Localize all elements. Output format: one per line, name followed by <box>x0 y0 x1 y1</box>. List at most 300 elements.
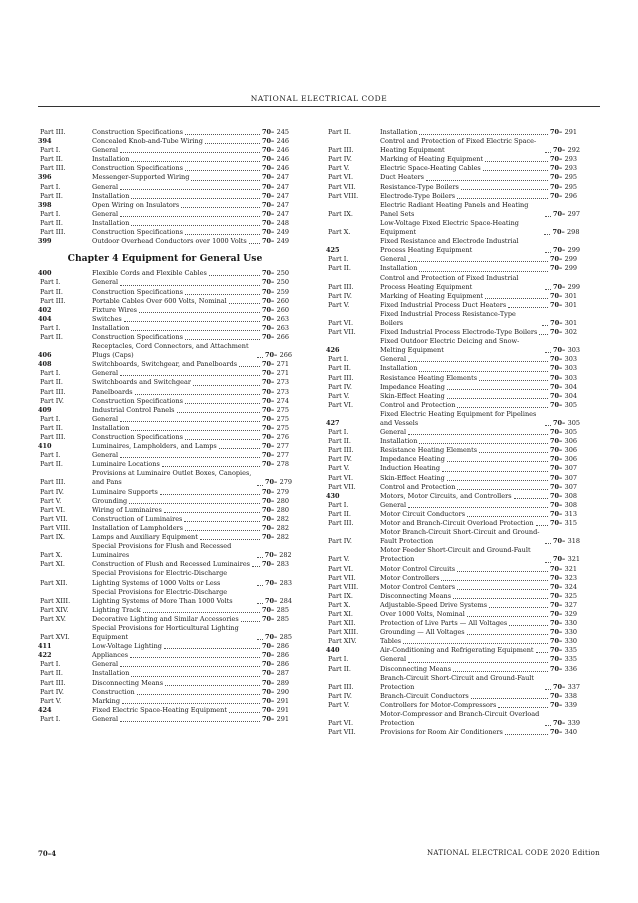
part-label: Part VII. <box>40 514 68 523</box>
toc-part-entry[interactable] <box>38 588 292 606</box>
toc-part-entry[interactable] <box>38 715 292 724</box>
entry-title: Installation <box>380 128 418 136</box>
toc-article-entry[interactable] <box>326 237 580 255</box>
entry-title: Motor Branch-Circuit Short-Circuit and Ground-Fault Protection <box>380 528 540 546</box>
page-prefix: 70– <box>262 146 275 155</box>
toc-part-entry[interactable] <box>38 569 292 587</box>
dot-leader <box>426 174 548 181</box>
toc-part-entry[interactable] <box>326 464 580 473</box>
toc-part-entry[interactable] <box>38 397 292 406</box>
page-reference <box>550 655 580 664</box>
toc-part-entry[interactable] <box>38 388 292 397</box>
toc-part-entry[interactable] <box>38 688 292 697</box>
entry-title: Appliances <box>92 651 129 660</box>
part-label: Part VI. <box>328 400 354 409</box>
toc-part-entry[interactable] <box>38 128 292 137</box>
dot-leader <box>257 597 263 604</box>
part-label: Part IX. <box>328 591 354 600</box>
toc-article-entry[interactable] <box>38 360 292 369</box>
toc-part-entry[interactable] <box>326 601 580 610</box>
toc-part-entry[interactable] <box>326 574 580 583</box>
page-reference <box>265 597 292 606</box>
page-prefix: 70– <box>553 555 566 564</box>
toc-part-entry[interactable] <box>326 219 580 237</box>
page-prefix: 70– <box>262 460 275 469</box>
part-label: Part XIII. <box>328 628 359 637</box>
toc-article-entry[interactable] <box>38 651 292 660</box>
part-label: Part VII. <box>328 573 356 582</box>
toc-part-entry[interactable] <box>38 615 292 624</box>
entry-body <box>92 269 292 278</box>
page-prefix: 70– <box>550 164 563 173</box>
page-number-value: 321 <box>564 564 577 573</box>
toc-part-entry[interactable] <box>38 524 292 533</box>
entry-title: Tables <box>380 637 402 646</box>
entry-title: Messenger-Supported Wiring <box>92 173 190 182</box>
entry-body <box>380 501 580 510</box>
page-reference <box>262 146 292 155</box>
page-prefix: 70– <box>553 346 566 355</box>
page-number-value: 323 <box>564 573 577 582</box>
entry-title: Installation of Lampholders <box>92 523 183 532</box>
entry-title: General <box>92 660 119 669</box>
toc-part-entry[interactable] <box>326 310 580 328</box>
entry-title: Construction Specifications <box>92 433 183 441</box>
page-number-value: 291 <box>276 714 289 723</box>
page-prefix: 70– <box>550 509 563 518</box>
entry-title: Portable Cables Over 600 Volts, Nominal <box>92 296 227 305</box>
page-number-value: 263 <box>276 323 289 332</box>
dot-leader <box>185 288 260 295</box>
page-prefix: 70– <box>265 578 278 587</box>
page-number-value: 315 <box>564 519 577 528</box>
dot-leader <box>545 146 551 153</box>
toc-article-entry[interactable] <box>326 337 580 355</box>
toc-part-entry[interactable] <box>38 624 292 642</box>
part-label: Part IV. <box>328 155 352 164</box>
toc-part-entry[interactable] <box>326 164 580 173</box>
dot-leader <box>539 328 548 335</box>
entry-title: General <box>92 146 119 155</box>
article-number: 440 <box>326 646 340 655</box>
toc-article-entry[interactable] <box>38 706 292 715</box>
toc-part-entry[interactable] <box>326 183 580 192</box>
article-number: 400 <box>38 269 52 278</box>
toc-part-entry[interactable] <box>326 728 580 737</box>
toc-part-entry[interactable] <box>38 192 292 201</box>
page-number-value: 275 <box>276 405 289 414</box>
toc-part-entry[interactable] <box>38 506 292 515</box>
toc-part-entry[interactable] <box>326 619 580 628</box>
dot-leader <box>453 592 548 599</box>
part-label: Part III. <box>40 296 66 305</box>
page-number-value: 303 <box>564 364 577 373</box>
page-prefix: 70– <box>262 209 275 218</box>
dot-leader <box>124 315 260 322</box>
page-reference <box>262 669 292 678</box>
toc-part-entry[interactable] <box>38 155 292 164</box>
toc-part-entry[interactable] <box>38 228 292 237</box>
toc-part-entry[interactable] <box>326 292 580 301</box>
dot-leader <box>257 351 263 358</box>
page-prefix: 70– <box>550 637 563 646</box>
entry-body <box>380 173 580 182</box>
toc-article-entry[interactable] <box>38 269 292 278</box>
dot-leader <box>219 442 260 449</box>
entry-body <box>380 237 580 255</box>
entry-title: General <box>92 414 119 423</box>
dot-leader <box>485 155 548 162</box>
dot-leader <box>122 697 260 704</box>
toc-part-entry[interactable] <box>326 510 580 519</box>
toc-part-entry[interactable] <box>38 288 292 297</box>
part-label: Part II. <box>40 191 63 200</box>
dot-leader <box>447 474 548 481</box>
page-prefix: 70– <box>262 678 275 687</box>
page-number-value: 249 <box>276 228 289 237</box>
toc-part-entry[interactable] <box>38 488 292 497</box>
toc-article-entry[interactable] <box>38 406 292 415</box>
part-label: Part V. <box>40 496 62 505</box>
entry-title: Installation <box>92 323 130 332</box>
toc-part-entry[interactable] <box>38 333 292 342</box>
entry-body <box>92 660 292 669</box>
page-reference <box>262 219 292 228</box>
page-reference <box>262 697 292 706</box>
page-reference <box>553 210 580 219</box>
toc-part-entry[interactable] <box>326 546 580 564</box>
page-number-value: 301 <box>564 300 577 309</box>
page-number-value: 306 <box>564 437 577 446</box>
toc-article-entry[interactable] <box>38 173 292 182</box>
page-number-value: 271 <box>276 369 289 378</box>
page-prefix: 70– <box>550 664 563 673</box>
page-reference <box>550 292 580 301</box>
page-number-value: 305 <box>567 419 580 427</box>
page-prefix: 70– <box>265 351 278 360</box>
entry-body <box>92 388 292 397</box>
toc-part-entry[interactable] <box>326 401 580 410</box>
page-reference <box>262 433 292 442</box>
entry-body <box>380 728 580 737</box>
toc-part-entry[interactable] <box>38 369 292 378</box>
entry-body <box>92 369 292 378</box>
part-label: Part I. <box>328 355 349 364</box>
page-reference <box>262 288 292 297</box>
toc-part-entry[interactable] <box>326 173 580 182</box>
entry-title: Disconnecting Means <box>380 664 452 673</box>
toc-part-entry[interactable] <box>326 128 580 137</box>
part-label: Part XIV. <box>40 605 69 614</box>
page-prefix: 70– <box>262 533 275 542</box>
page-prefix: 70– <box>550 473 563 482</box>
page-number-value: 299 <box>564 255 577 264</box>
page-prefix: 70– <box>262 487 275 496</box>
toc-part-entry[interactable] <box>38 324 292 333</box>
dot-leader <box>441 574 548 581</box>
toc-part-entry[interactable] <box>38 433 292 442</box>
page-number-value: 247 <box>276 200 289 209</box>
page-prefix: 70– <box>550 564 563 573</box>
toc-part-entry[interactable] <box>326 301 580 310</box>
page-reference <box>262 173 292 182</box>
toc-part-entry[interactable] <box>326 474 580 483</box>
page-prefix: 70– <box>550 173 563 182</box>
page-reference <box>262 651 292 660</box>
entry-body <box>92 237 292 246</box>
page-reference <box>262 715 292 724</box>
page-number-value: 335 <box>564 655 577 664</box>
part-label: Part VIII. <box>328 582 359 591</box>
toc-part-entry[interactable] <box>326 674 580 692</box>
article-number: 425 <box>326 246 340 255</box>
dot-leader <box>467 628 548 635</box>
toc-article-entry[interactable] <box>326 410 580 428</box>
toc-part-entry[interactable] <box>326 155 580 164</box>
page-prefix: 70– <box>550 628 563 637</box>
page-number-value: 246 <box>276 155 289 164</box>
dot-leader <box>408 428 548 435</box>
page-reference <box>553 146 580 155</box>
entry-title: General <box>380 355 407 364</box>
toc-part-entry[interactable] <box>326 665 580 674</box>
dot-leader <box>143 606 260 613</box>
entry-body <box>380 637 580 646</box>
toc-part-entry[interactable] <box>38 679 292 688</box>
toc-part-entry[interactable] <box>38 297 292 306</box>
dot-leader <box>457 401 548 408</box>
toc-part-entry[interactable] <box>38 164 292 173</box>
page-reference <box>262 606 292 615</box>
toc-part-entry[interactable] <box>326 565 580 574</box>
toc-article-entry[interactable] <box>38 342 292 360</box>
entry-body <box>380 292 580 301</box>
toc-part-entry[interactable] <box>38 183 292 192</box>
entry-body <box>92 715 292 724</box>
page-prefix: 70– <box>550 464 563 473</box>
toc-article-entry[interactable] <box>38 201 292 210</box>
entry-body <box>380 274 580 292</box>
entry-title: Grounding — All Voltages <box>380 628 465 637</box>
page-reference <box>262 533 292 542</box>
page-prefix: 70– <box>265 596 278 605</box>
page-prefix: 70– <box>550 255 563 264</box>
entry-body <box>92 192 292 201</box>
toc-part-entry[interactable] <box>38 697 292 706</box>
page-reference <box>262 324 292 333</box>
entry-body <box>380 219 580 237</box>
page-reference <box>262 415 292 424</box>
toc-article-entry[interactable] <box>38 137 292 146</box>
toc-article-entry[interactable] <box>38 315 292 324</box>
page-reference <box>262 228 292 237</box>
entry-body <box>380 446 580 455</box>
toc-part-entry[interactable] <box>326 201 580 219</box>
article-number: 406 <box>38 351 52 360</box>
toc-article-entry[interactable] <box>326 646 580 655</box>
page-prefix: 70– <box>550 728 563 737</box>
toc-part-entry[interactable] <box>38 533 292 542</box>
toc-part-entry[interactable] <box>326 655 580 664</box>
part-label: Part III. <box>328 373 354 382</box>
page-number-value: 335 <box>564 646 577 655</box>
entry-body <box>380 337 580 355</box>
toc-part-entry[interactable] <box>38 515 292 524</box>
toc-part-entry[interactable] <box>326 455 580 464</box>
toc-part-entry[interactable] <box>38 497 292 506</box>
chapter-heading: Chapter 4 Equipment for General Use <box>67 253 263 265</box>
toc-part-entry[interactable] <box>326 364 580 373</box>
part-label: Part II. <box>40 218 63 227</box>
dot-leader <box>185 128 260 135</box>
part-label: Part XII. <box>328 619 356 628</box>
entry-title: Disconnecting Means <box>92 678 164 687</box>
page-number-value: 308 <box>564 491 577 500</box>
entry-body <box>92 697 292 706</box>
entry-body <box>92 515 292 524</box>
dot-leader <box>120 715 260 722</box>
toc-part-entry[interactable] <box>326 528 580 546</box>
toc-part-entry[interactable] <box>326 355 580 364</box>
toc-part-entry[interactable] <box>326 328 580 337</box>
toc-part-entry[interactable] <box>326 374 580 383</box>
page-prefix: 70– <box>553 146 566 155</box>
dot-leader <box>505 728 548 735</box>
toc-part-entry[interactable] <box>326 519 580 528</box>
part-label: Part IV. <box>40 487 64 496</box>
entry-title: Construction Specifications <box>92 164 183 173</box>
toc-part-entry[interactable] <box>326 274 580 292</box>
entry-title: Fixed Industrial Process Resistance-Type Boilers <box>380 309 516 327</box>
toc-part-entry[interactable] <box>326 255 580 264</box>
toc-part-entry[interactable] <box>326 137 580 155</box>
part-label: Part VI. <box>328 173 354 182</box>
toc-article-entry[interactable] <box>38 442 292 451</box>
toc-part-entry[interactable] <box>38 424 292 433</box>
page-reference <box>550 592 580 601</box>
entry-body <box>380 665 580 674</box>
page-number-value: 287 <box>276 669 289 678</box>
toc-part-entry[interactable] <box>326 192 580 201</box>
toc-part-entry[interactable] <box>326 446 580 455</box>
toc-part-entry[interactable] <box>38 378 292 387</box>
entry-body <box>92 306 292 315</box>
page-number-value: 285 <box>276 614 289 623</box>
page-number-value: 280 <box>276 496 289 505</box>
page-number-value: 286 <box>276 651 289 660</box>
part-label: Part VI. <box>328 318 354 327</box>
toc-part-entry[interactable] <box>326 583 580 592</box>
toc-part-entry[interactable] <box>326 610 580 619</box>
toc-part-entry[interactable] <box>38 460 292 469</box>
page-prefix: 70– <box>262 360 275 369</box>
page-prefix: 70– <box>550 646 563 655</box>
toc-part-entry[interactable] <box>38 606 292 615</box>
toc-part-entry[interactable] <box>38 669 292 678</box>
entry-body <box>92 624 292 642</box>
dot-leader <box>131 155 260 162</box>
dot-leader <box>164 506 260 513</box>
page-number-value: 275 <box>276 414 289 423</box>
page-prefix: 70– <box>550 655 563 664</box>
page-number-value: 247 <box>276 182 289 191</box>
entry-title: Luminaire Supports <box>92 487 158 496</box>
page-number-value: 325 <box>564 591 577 600</box>
toc-part-entry[interactable] <box>326 383 580 392</box>
toc-part-entry[interactable] <box>38 560 292 569</box>
page-number-value: 313 <box>564 509 577 518</box>
toc-article-entry[interactable] <box>38 306 292 315</box>
toc-part-entry[interactable] <box>326 592 580 601</box>
toc-part-entry[interactable] <box>326 392 580 401</box>
entry-title: Decorative Lighting and Similar Accessories <box>92 614 239 623</box>
toc-part-entry[interactable] <box>326 710 580 728</box>
dot-leader <box>239 360 260 367</box>
dot-leader <box>120 451 260 458</box>
toc-part-entry[interactable] <box>326 637 580 646</box>
toc-part-entry[interactable] <box>326 701 580 710</box>
toc-part-entry[interactable] <box>326 264 580 273</box>
page-number-value: 308 <box>564 500 577 509</box>
entry-title: Concealed Knob-and-Tube Wiring <box>92 137 203 146</box>
toc-part-entry[interactable] <box>38 146 292 155</box>
toc-part-entry[interactable] <box>326 628 580 637</box>
page-prefix: 70– <box>550 600 563 609</box>
toc-part-entry[interactable] <box>38 219 292 228</box>
toc-part-entry[interactable] <box>38 278 292 287</box>
toc-part-entry[interactable] <box>326 428 580 437</box>
part-label: Part IV. <box>328 691 352 700</box>
entry-body <box>92 164 292 173</box>
page-prefix: 70– <box>262 523 275 532</box>
toc-article-entry[interactable] <box>38 642 292 651</box>
page-number-value: 329 <box>564 609 577 618</box>
part-label: Part I. <box>328 428 349 437</box>
entry-title: Low-Voltage Fixed Electric Space-Heating Equipment <box>380 218 519 237</box>
entry-body <box>92 315 292 324</box>
toc-part-entry[interactable] <box>326 692 580 701</box>
page-number-value: 279 <box>279 478 292 487</box>
entry-title: Motor Circuit Conductors <box>380 509 466 518</box>
dot-leader <box>120 369 260 376</box>
toc-article-entry[interactable] <box>326 492 580 501</box>
toc-part-entry[interactable] <box>38 210 292 219</box>
toc-part-entry[interactable] <box>38 660 292 669</box>
toc-part-entry[interactable] <box>326 437 580 446</box>
dot-leader <box>467 510 548 517</box>
toc-part-entry[interactable] <box>326 501 580 510</box>
toc-part-entry[interactable] <box>326 483 580 492</box>
dot-leader <box>185 524 260 531</box>
toc-part-entry[interactable] <box>38 469 292 487</box>
entry-title: Protection of Live Parts — All Voltages <box>380 619 508 628</box>
toc-part-entry[interactable] <box>38 542 292 560</box>
entry-body <box>380 574 580 583</box>
toc-article-entry[interactable] <box>38 237 292 246</box>
entry-body <box>380 310 580 328</box>
page-number-value: 291 <box>276 696 289 705</box>
entry-body <box>92 651 292 660</box>
dot-leader <box>184 515 260 522</box>
toc-part-entry[interactable] <box>38 451 292 460</box>
entry-body <box>92 406 292 415</box>
page-reference <box>553 346 580 355</box>
part-label: Part XI. <box>40 560 66 569</box>
dot-leader <box>408 656 548 663</box>
toc-part-entry[interactable] <box>38 415 292 424</box>
entry-body <box>380 355 580 364</box>
page-prefix: 70– <box>550 328 563 337</box>
